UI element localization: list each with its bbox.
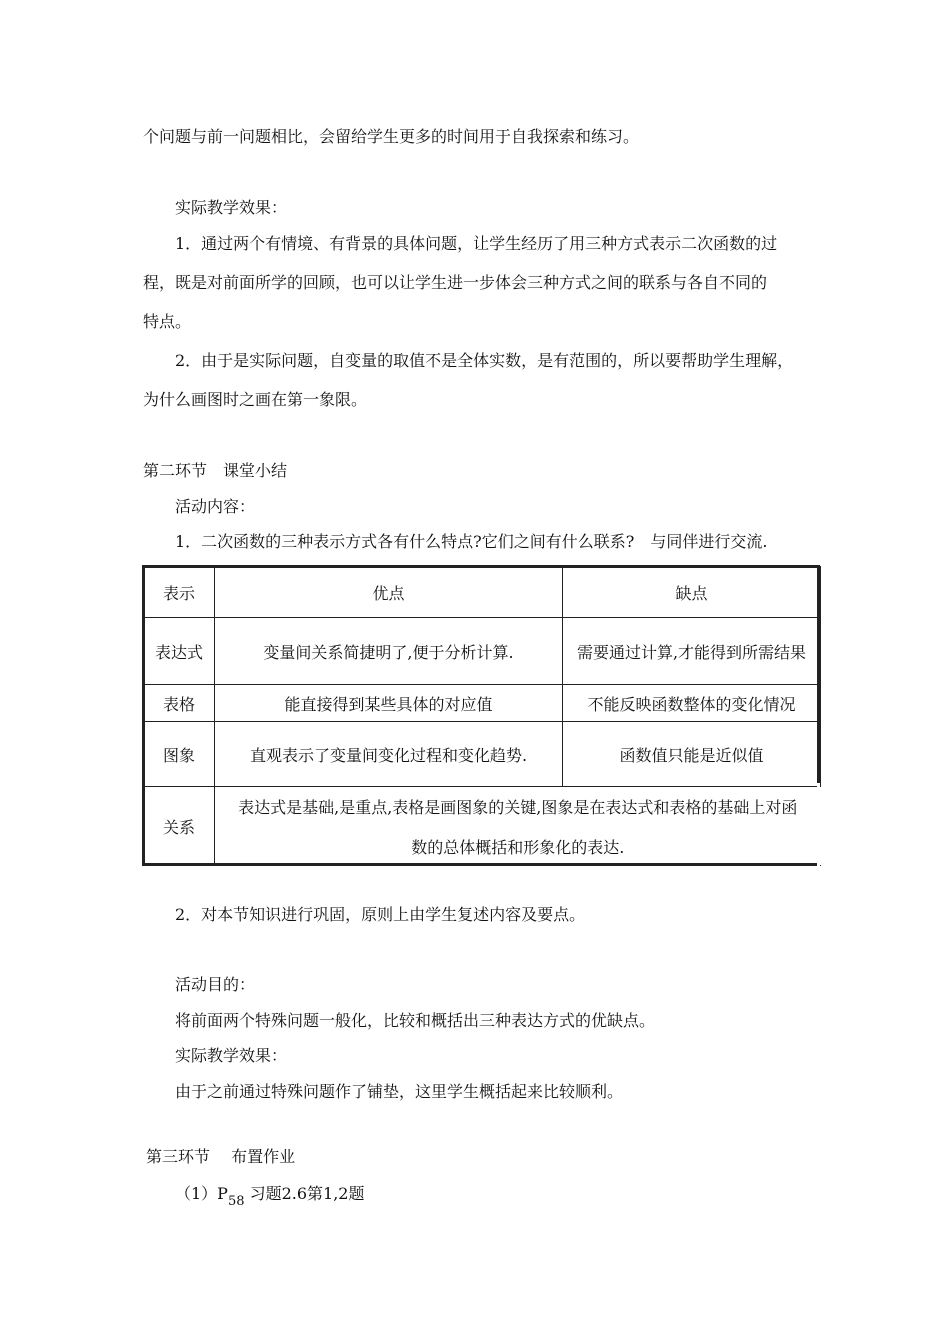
comparison-table bbox=[143, 566, 821, 866]
table-relation-row bbox=[144, 787, 821, 866]
homework-prefix: （1）P bbox=[175, 1184, 228, 1203]
effect-heading-2: 实际教学效果： bbox=[175, 1046, 288, 1065]
effect-heading: 实际教学效果： bbox=[175, 198, 288, 217]
activity-purpose-label: 活动目的： bbox=[175, 975, 256, 994]
activity-content-label: 活动内容： bbox=[175, 497, 256, 516]
section-3-heading: 第三环节 布置作业 bbox=[146, 1147, 296, 1166]
table-relation-line-2: 数的总体概括和形象化的表达. bbox=[411, 838, 625, 857]
table-cell-disadvantage: 函数值只能是近似值 bbox=[563, 722, 821, 787]
table-cell-representation: 图象 bbox=[144, 722, 215, 787]
homework-page-number: 58 bbox=[227, 1194, 245, 1209]
paragraph-intro: 个问题与前一问题相比，会留给学生更多的时间用于自我探索和练习。 bbox=[143, 127, 640, 146]
table-row bbox=[144, 685, 821, 722]
table-header-row bbox=[144, 567, 821, 618]
table-cell-advantage: 能直接得到某些具体的对应值 bbox=[215, 685, 563, 722]
table-row bbox=[144, 618, 821, 685]
table-relation-text bbox=[215, 787, 821, 866]
effect-point-1-line-3: 特点。 bbox=[143, 312, 192, 331]
table-cell-advantage: 变量间关系简捷明了,便于分析计算. bbox=[215, 618, 563, 685]
table-cell-advantage: 直观表示了变量间变化过程和变化趋势. bbox=[215, 722, 563, 787]
activity-question-2: 2．对本节知识进行巩固，原则上由学生复述内容及要点。 bbox=[175, 905, 586, 924]
section-2-heading: 第二环节 课堂小结 bbox=[143, 461, 288, 480]
effect-point-1-line-2: 程，既是对前面所学的回顾，也可以让学生进一步体会三种方式之间的联系与各自不同的 bbox=[143, 273, 768, 292]
table-row bbox=[144, 722, 821, 787]
table-cell-representation: 表格 bbox=[144, 685, 215, 722]
table-cell-disadvantage: 不能反映函数整体的变化情况 bbox=[563, 685, 821, 722]
table-relation-line-1: 表达式是基础,是重点,表格是画图象的关键,图象是在表达式和表格的基础上对函 bbox=[238, 798, 798, 817]
table-cell-disadvantage: 需要通过计算,才能得到所需结果 bbox=[563, 618, 821, 685]
activity-purpose-text: 将前面两个特殊问题一般化，比较和概括出三种表达方式的优缺点。 bbox=[175, 1011, 656, 1030]
table-cell-representation: 表达式 bbox=[144, 618, 215, 685]
effect-point-1-line-1: 1．通过两个有情境、有背景的具体问题，让学生经历了用三种方式表示二次函数的过 bbox=[175, 234, 778, 253]
activity-question-1: 1．二次函数的三种表示方式各有什么特点?它们之间有什么联系? 与同伴进行交流. bbox=[175, 532, 768, 551]
table-header-disadvantages: 缺点 bbox=[563, 567, 821, 618]
table-header-advantages: 优点 bbox=[215, 567, 563, 618]
table-header-representation: 表示 bbox=[144, 567, 215, 618]
homework-suffix: 习题2.6第1,2题 bbox=[244, 1184, 365, 1203]
homework-item-1 bbox=[175, 1184, 364, 1212]
table-relation-label: 关系 bbox=[144, 787, 215, 866]
effect-point-2-line-2: 为什么画图时之画在第一象限。 bbox=[143, 390, 368, 409]
effect-text-2: 由于之前通过特殊问题作了铺垫，这里学生概括起来比较顺利。 bbox=[175, 1082, 624, 1101]
effect-point-2-line-1: 2．由于是实际问题，自变量的取值不是全体实数，是有范围的，所以要帮助学生理解， bbox=[175, 351, 794, 370]
